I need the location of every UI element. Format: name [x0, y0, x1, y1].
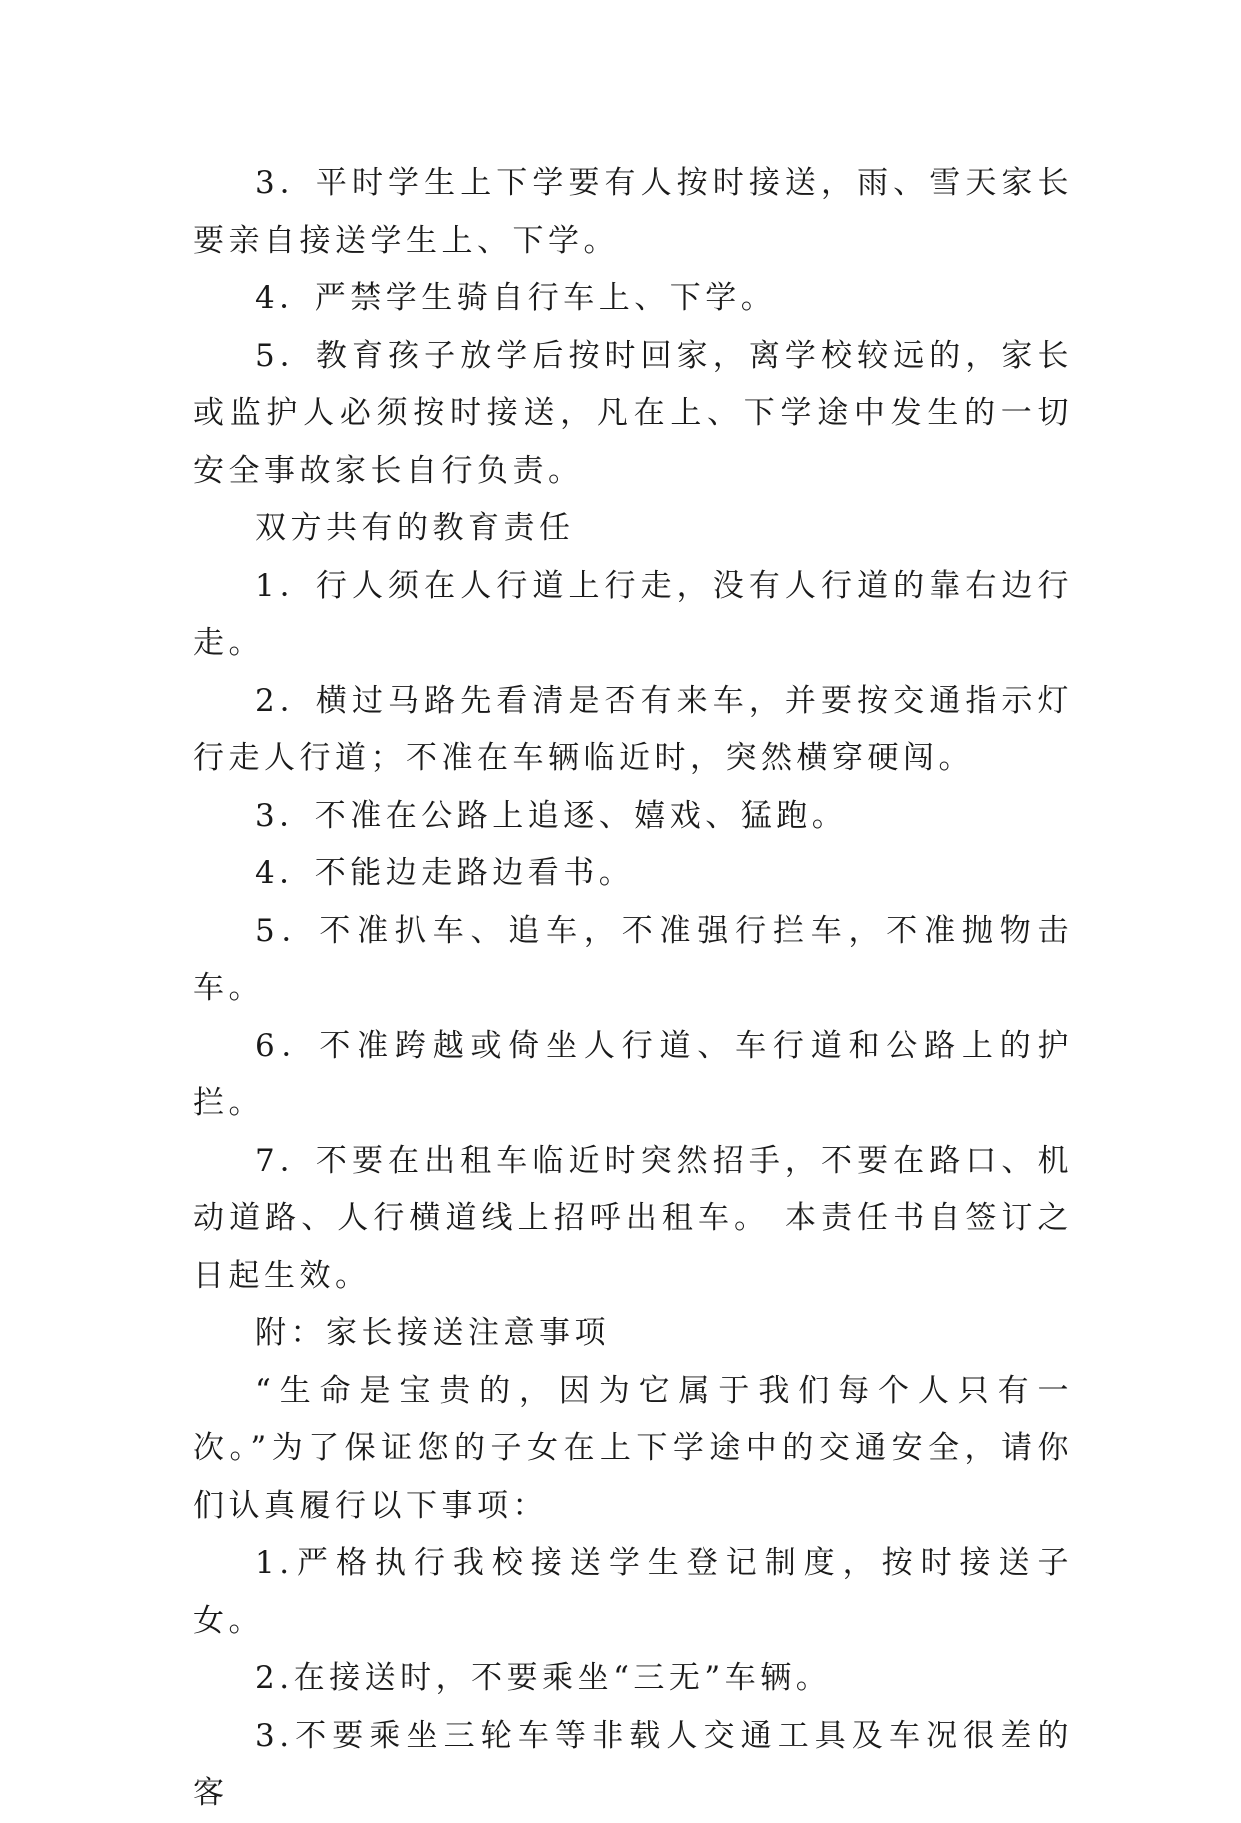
- document-body: [193, 155, 1073, 1823]
- paragraph-item-5-go-home: 5．教育孩子放学后按时回家，离学校较远的，家长或监护人必须按时接送，凡在上、下学途中发生的一切安全事故家长自行负责。: [193, 337, 1073, 489]
- appendix-intro-paragraph: “生命是宝贵的，因为它属于我们每个人只有一次。”为了保证您的子女在上下学途中的交通安全，请你们认真履行以下事项：: [193, 1372, 1073, 1524]
- paragraph-rule-3: 3．不准在公路上追逐、嬉戏、猛跑。: [255, 797, 848, 834]
- appendix-item-3: 3.不要乘坐三轮车等非载人交通工具及车况很差的客: [193, 1717, 1073, 1811]
- appendix-heading: 附：家长接送注意事项: [255, 1315, 610, 1351]
- paragraph-rule-5: 5．不准扒车、追车，不准强行拦车，不准抛物击车。: [193, 912, 1073, 1006]
- paragraph-item-3-pickup: 3．平时学生上下学要有人按时接送，雨、雪天家长要亲自接送学生上、下学。: [193, 165, 1073, 259]
- paragraph-rule-6: 6．不准跨越或倚坐人行道、车行道和公路上的护拦。: [193, 1027, 1073, 1121]
- appendix-item-1: 1.严格执行我校接送学生登记制度，按时接送子女。: [193, 1545, 1073, 1639]
- paragraph-rule-4: 4．不能边走路边看书。: [255, 855, 635, 891]
- appendix-item-2: 2.在接送时，不要乘坐“三无”车辆。: [255, 1660, 832, 1696]
- section-heading-shared-responsibility: 双方共有的教育责任: [255, 510, 575, 546]
- paragraph-item-4-no-bicycle: 4．严禁学生骑自行车上、下学。: [255, 280, 777, 316]
- paragraph-rule-7: 7．不要在出租车临近时突然招手，不要在路口、机动道路、人行横道线上招呼出租车。 本责任书自签订之日起生效。: [193, 1142, 1073, 1294]
- paragraph-rule-2: 2．横过马路先看清是否有来车，并要按交通指示灯行走人行道；不准在车辆临近时，突然横穿硬闯。: [193, 682, 1073, 776]
- paragraph-rule-1: 1．行人须在人行道上行走，没有人行道的靠右边行走。: [193, 567, 1073, 661]
